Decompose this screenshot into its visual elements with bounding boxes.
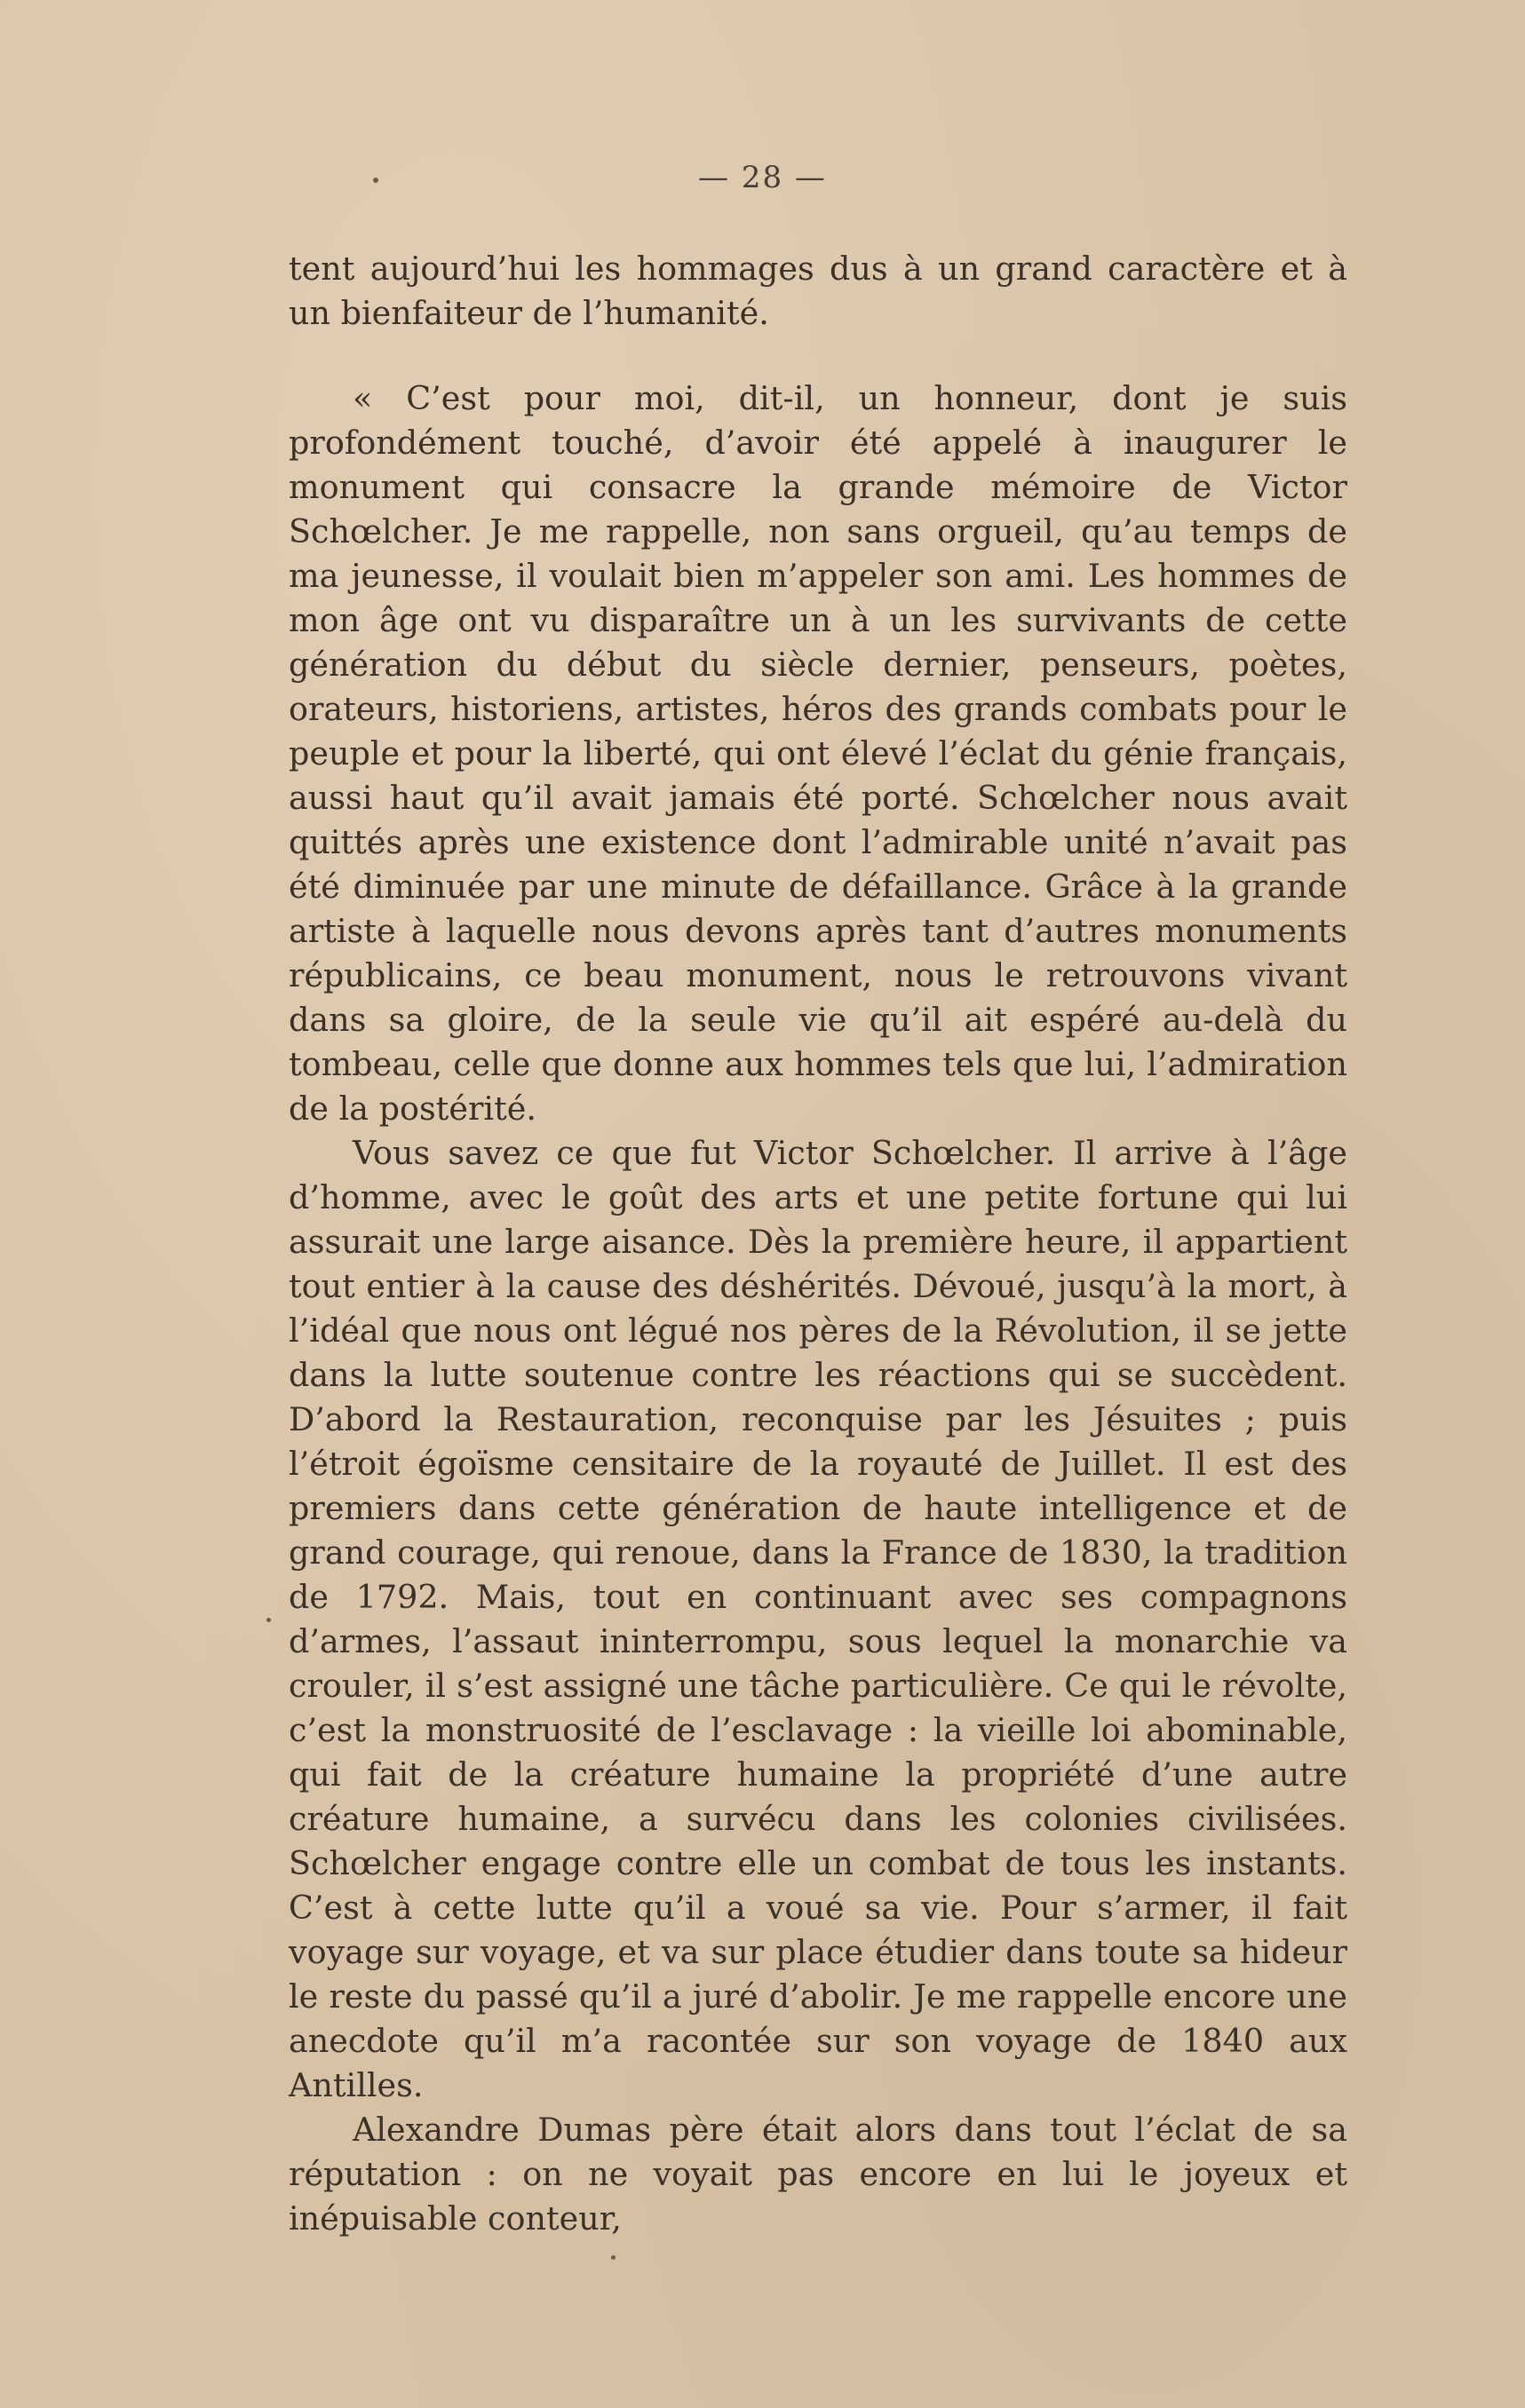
body-text bbox=[289, 247, 1347, 2241]
paragraph-dumas: Alexandre Dumas père était alors dans tout l’éclat de sa réputation : on ne voyait pas encore en lui le joyeux et inépuisable conteur, bbox=[289, 2111, 1347, 2238]
paper-speck bbox=[611, 2255, 616, 2260]
paragraph-schoelcher-life: Vous savez ce que fut Victor Schœlcher. Il arrive à l’âge d’homme, avec le goût des arts et une petite fortune qui lui assurait une large aisance. Dès la première heure, il appartient tout entier à la cause des déshérités. Dévoué, jusqu’à la mort, à l’idéal que nous ont légué nos pères de la Révolution, il se jette dans la lutte soutenue contre les réactions qui se succèdent. D’abord la Restauration, reconquise par les Jésuites ; puis l’étroit égoïsme censitaire de la royauté de Juillet. Il est des premiers dans cette génération de haute intelligence et de grand courage, qui renoue, dans la France de 1830, la tradition de 1792. Mais, tout en continuant avec ses compagnons d’armes, l’assaut ininterrompu, sous lequel la monarchie va crouler, il s’est assigné une tâche particulière. Ce qui le révolte, c’est la monstruosité de l’esclavage : la vieille loi abominable, qui fait de la créature humaine la propriété d’une autre créature humaine, a survécu dans les colonies civilisées. Schœlcher engage contre elle un combat de tous les instants. C’est à cette lutte qu’il a voué sa vie. Pour s’armer, il fait voyage sur voyage, et va sur place étudier dans toute sa hideur le reste du passé qu’il a juré d’abolir. Je me rappelle encore une anecdote qu’il m’a racontée sur son voyage de 1840 aux Antilles. bbox=[289, 1134, 1347, 2104]
paper-speck bbox=[373, 178, 378, 183]
paper-speck bbox=[266, 1618, 271, 1622]
page-number: — 28 — bbox=[698, 160, 827, 195]
paragraph-continuation: tent aujourd’hui les hommages dus à un grand caractère et à un bienfaiteur de l’humanité. bbox=[289, 250, 1347, 332]
paragraph-quote-opening: « C’est pour moi, dit-il, un honneur, dont je suis profondément touché, d’avoir été appelé à inaugurer le monument qui consacre la grande mémoire de Victor Schœlcher. Je me rappelle, non sans orgueil, qu’au temps de ma jeunesse, il voulait bien m’appeler son ami. Les hommes de mon âge ont vu disparaître un à un les survivants de cette génération du début du siècle dernier, penseurs, poètes, orateurs, historiens, artistes, héros des grands combats pour le peuple et pour la liberté, qui ont élevé l’éclat du génie français, aussi haut qu’il avait jamais été porté. Schœlcher nous avait quittés après une existence dont l’admirable unité n’avait pas été diminuée par une minute de défaillance. Grâce à la grande artiste à laquelle nous devons après tant d’autres monuments républicains, ce beau monument, nous le retrouvons vivant dans sa gloire, de la seule vie qu’il ait espéré au-delà du tombeau, celle que donne aux hommes tels que lui, l’admiration de la postérité. bbox=[289, 379, 1347, 1128]
